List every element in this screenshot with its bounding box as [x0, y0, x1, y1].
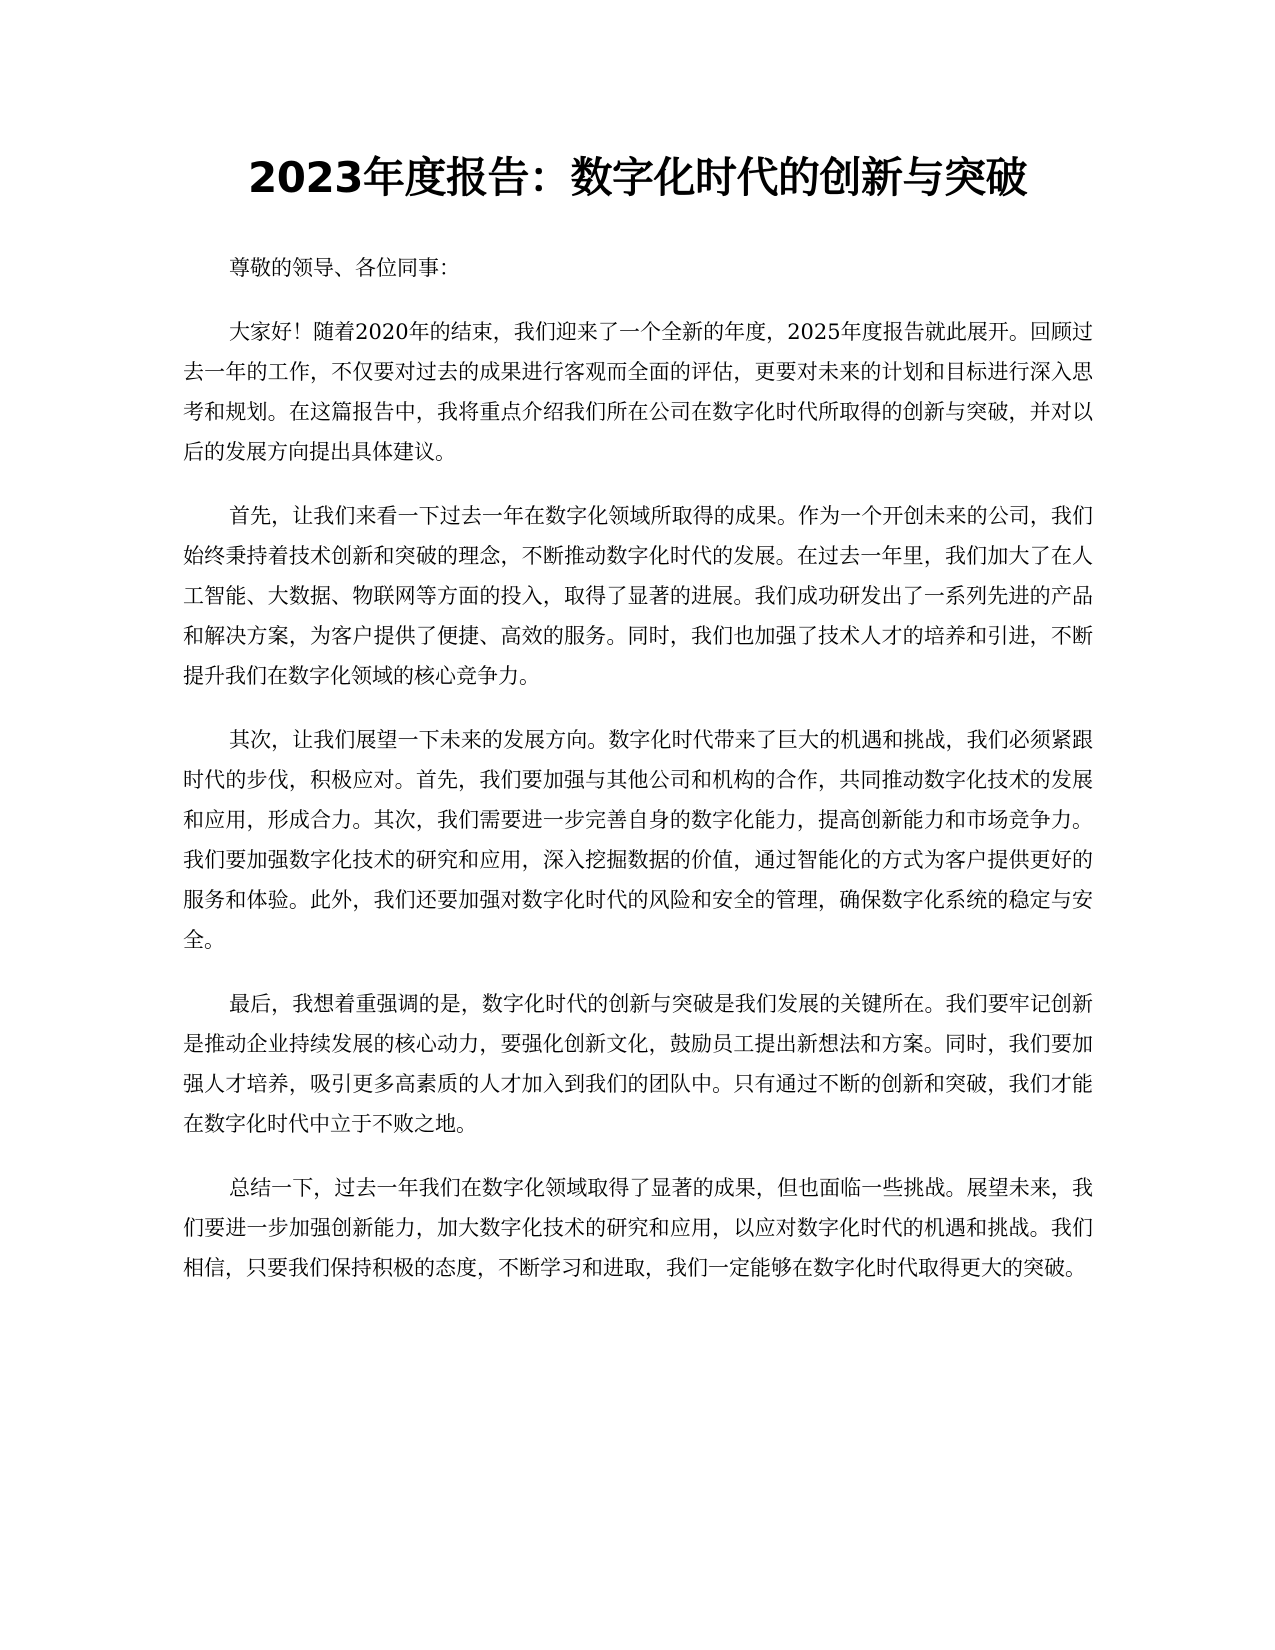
document-body: [183, 248, 1093, 1312]
emphasis-paragraph: 最后，我想着重强调的是，数字化时代的创新与突破是我们发展的关键所在。我们要牢记创新是推动企业持续发展的核心动力，要强化创新文化，鼓励员工提出新想法和方案。同时，我们要加强人才培养，吸引更多高素质的人才加入到我们的团队中。只有通过不断的创新和突破，我们才能在数字化时代中立于不败之地。: [183, 992, 1093, 1136]
achievements-paragraph: 首先，让我们来看一下过去一年在数字化领域所取得的成果。作为一个开创未来的公司，我们始终秉持着技术创新和突破的理念，不断推动数字化时代的发展。在过去一年里，我们加大了在人工智能、大数据、物联网等方面的投入，取得了显著的进展。我们成功研发出了一系列先进的产品和解决方案，为客户提供了便捷、高效的服务。同时，我们也加强了技术人才的培养和引进，不断提升我们在数字化领域的核心竞争力。: [183, 504, 1093, 688]
future-direction-paragraph: 其次，让我们展望一下未来的发展方向。数字化时代带来了巨大的机遇和挑战，我们必须紧跟时代的步伐，积极应对。首先，我们要加强与其他公司和机构的合作，共同推动数字化技术的发展和应用，形成合力。其次，我们需要进一步完善自身的数字化能力，提高创新能力和市场竞争力。我们要加强数字化技术的研究和应用，深入挖掘数据的价值，通过智能化的方式为客户提供更好的服务和体验。此外，我们还要加强对数字化时代的风险和安全的管理，确保数字化系统的稳定与安全。: [183, 728, 1093, 952]
summary-paragraph: 总结一下，过去一年我们在数字化领域取得了显著的成果，但也面临一些挑战。展望未来，我们要进一步加强创新能力，加大数字化技术的研究和应用，以应对数字化时代的机遇和挑战。我们相信，只要我们保持积极的态度，不断学习和进取，我们一定能够在数字化时代取得更大的突破。: [183, 1176, 1093, 1280]
document-title: 2023年度报告：数字化时代的创新与突破: [248, 153, 1027, 202]
greeting-paragraph: 尊敬的领导、各位同事：: [229, 256, 460, 280]
intro-paragraph: 大家好！随着2020年的结束，我们迎来了一个全新的年度，2025年度报告就此展开。回顾过去一年的工作，不仅要对过去的成果进行客观而全面的评估，更要对未来的计划和目标进行深入思考和规划。在这篇报告中，我将重点介绍我们所在公司在数字化时代所取得的创新与突破，并对以后的发展方向提出具体建议。: [183, 320, 1093, 464]
